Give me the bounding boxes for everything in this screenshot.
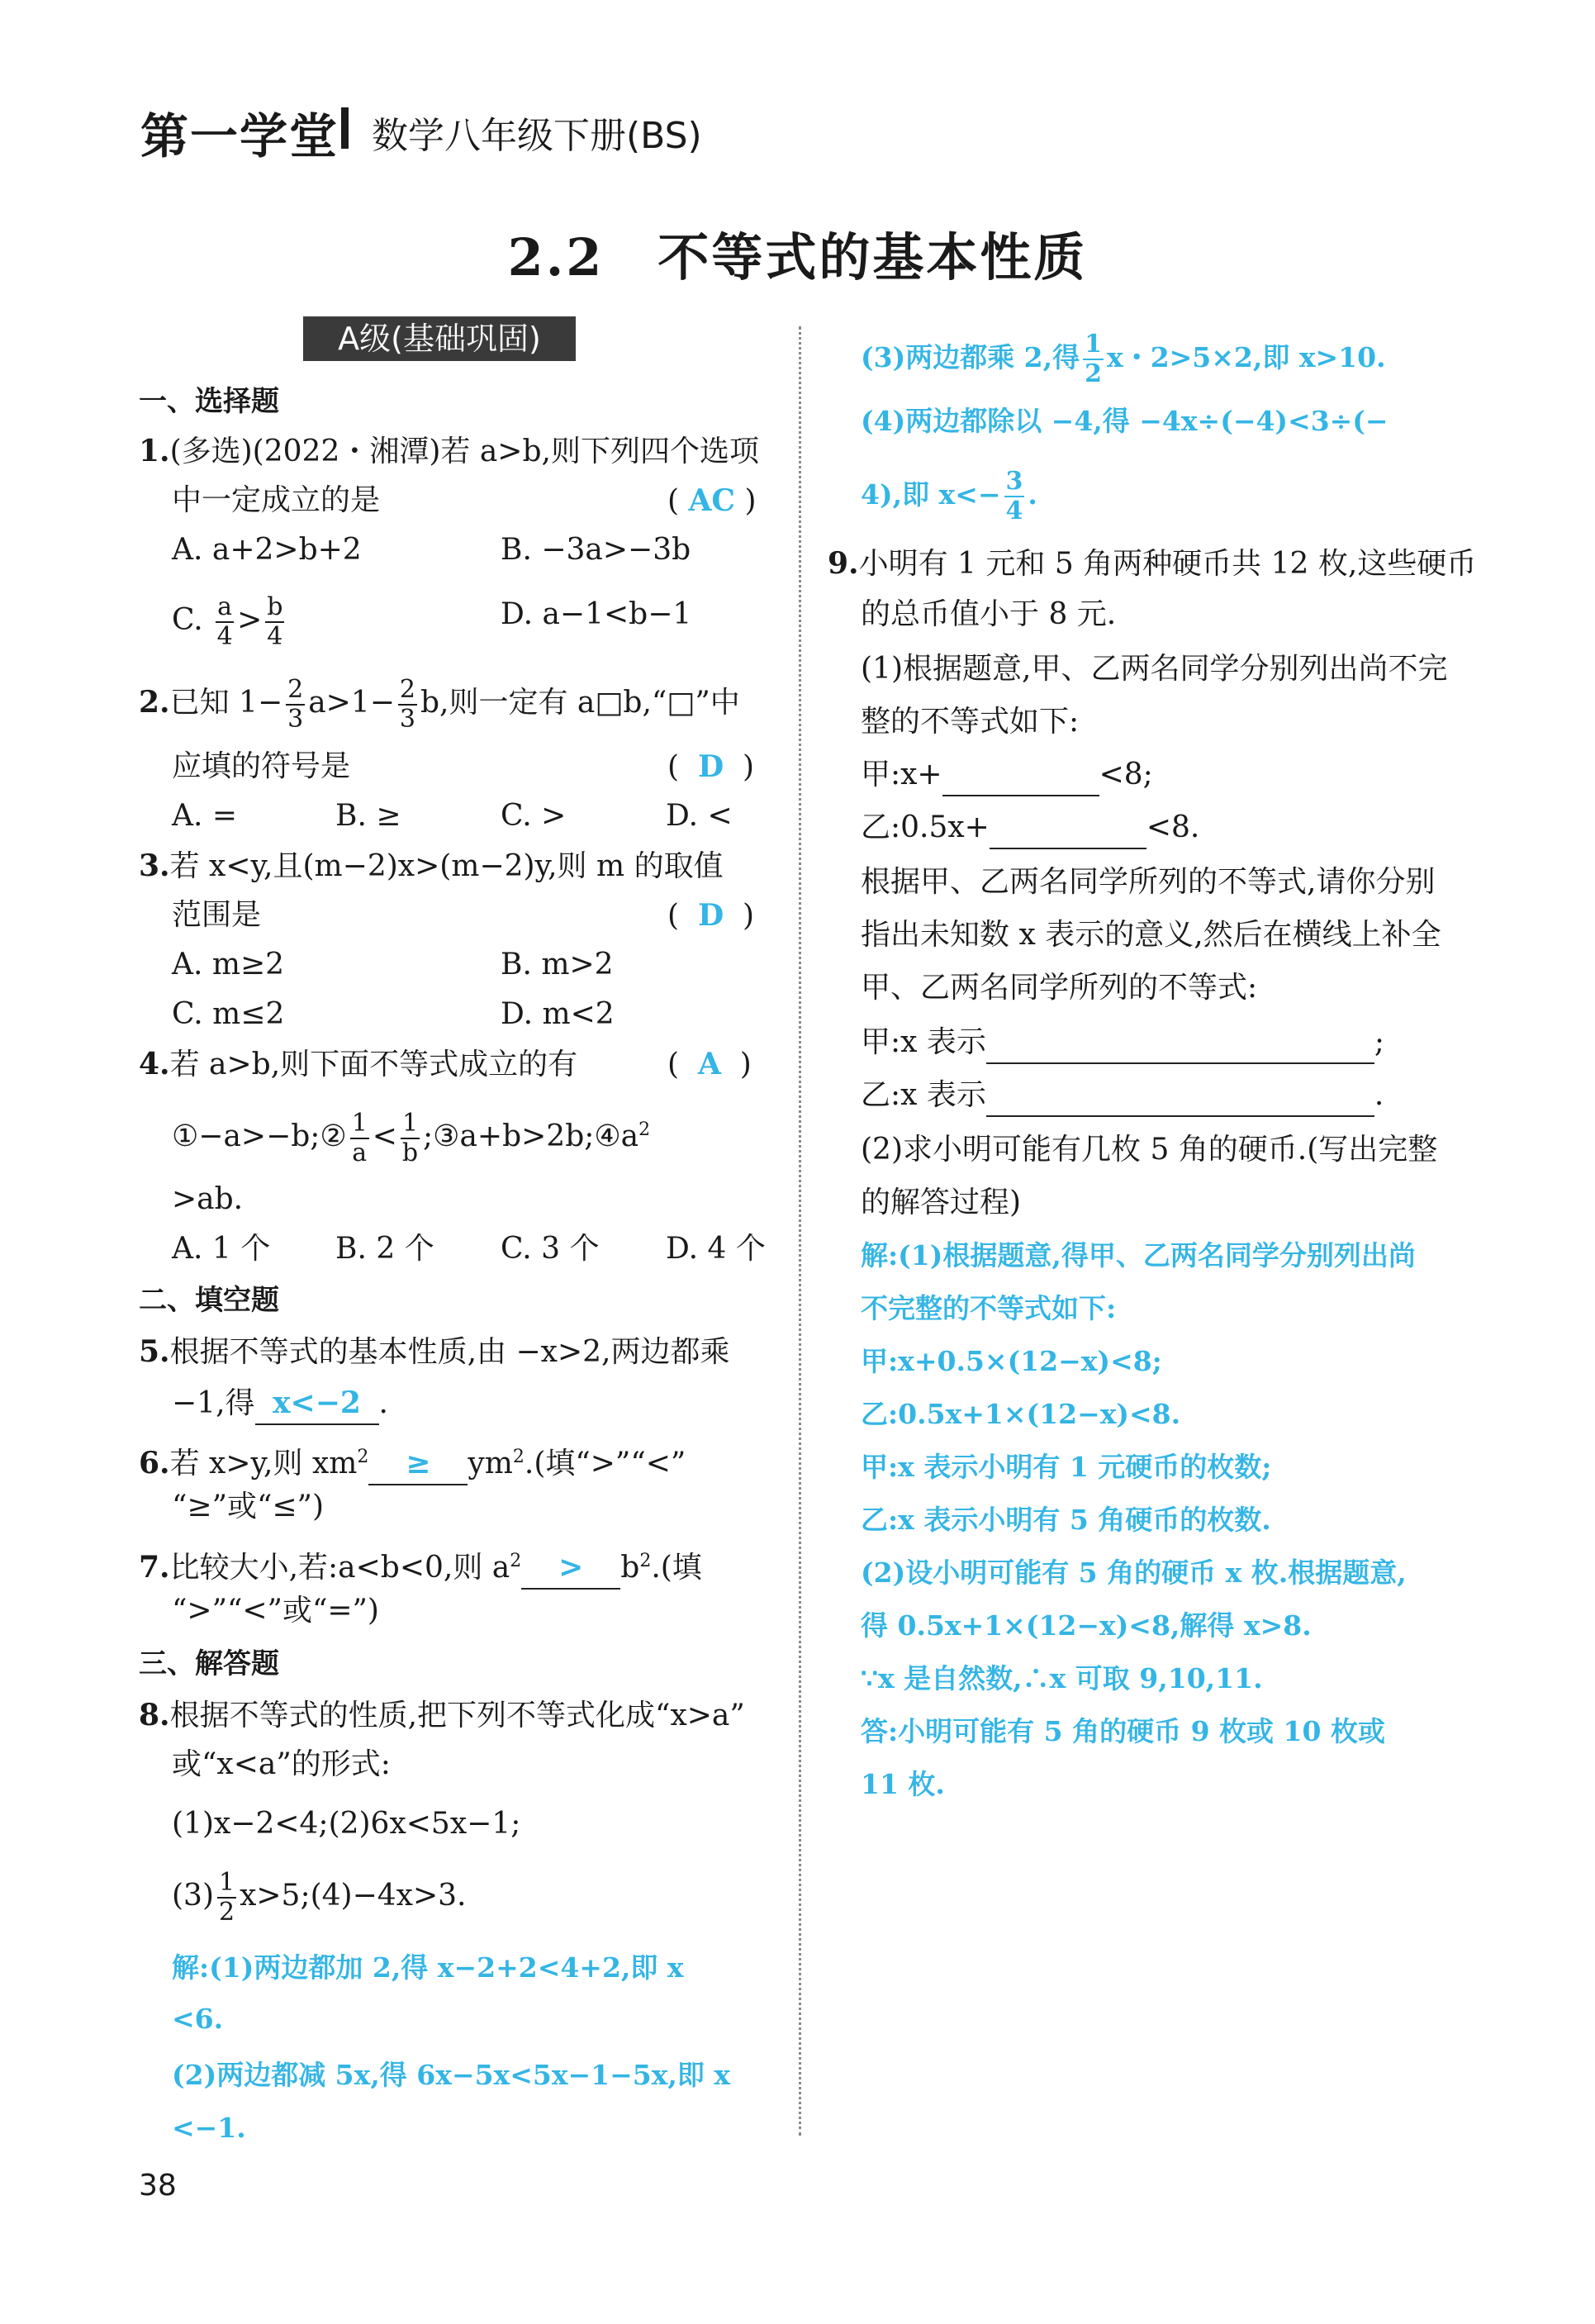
q9-solution-9: ∵x 是自然数,∴x 可取 9,10,11. — [861, 1662, 1263, 1694]
q9-solution-4: 乙:0.5x+1×(12−x)<8. — [861, 1398, 1181, 1430]
q8-line4: (3) $\frac{1}{2}$ x>5;(4)−4x>3. — [172, 1868, 467, 1927]
q4-option-b: B. 2 个 — [335, 1232, 434, 1266]
section-title: 2.2 不等式的基本性质 — [507, 227, 1088, 288]
q9-solution-3: 甲:x+0.5×(12−x)<8; — [861, 1345, 1162, 1377]
q5-line1: 5.根据不等式的基本性质,由 −x>2,两边都乘 — [139, 1334, 730, 1369]
q8-solution-4: (4)两边都除以 −4,得 −4x÷(−4)<3÷(− — [861, 405, 1389, 437]
q9-line3: 根据甲、乙两名同学所列的不等式,请你分别 — [861, 865, 1436, 899]
q2-line1: 2.已知 1− $\frac{2}{3}$ a>1− $\frac{2}{3}$ b,则一定有 a□b,“□”中 — [139, 675, 740, 734]
q3-line1: 3.若 x<y,且(m−2)x>(m−2)y,则 m 的取值 — [139, 848, 724, 883]
q8-solution-2: (2)两边都减 5x,得 6x−5x<5x−1−5x,即 x — [172, 2059, 731, 2091]
q7-line2: “>”“<”或“=”) — [172, 1594, 379, 1628]
q1-option-a: A. a+2>b+2 — [172, 533, 362, 567]
q2-answer: ( D ) — [667, 749, 755, 784]
q8-line2: 或“x<a”的形式: — [172, 1747, 391, 1781]
q1-option-c: C. $\frac{a}{4}$ > $\frac{b}{4}$ — [172, 592, 283, 651]
q9-solution-1: 解:(1)根据题意,得甲、乙两名同学分别列出尚 — [861, 1239, 1416, 1271]
q4-conditions: ①−a>−b;② $\frac{1}{a}$ < $\frac{1}{b}$ $;③a+b>2b;④a^2$ — [172, 1109, 651, 1167]
heading-solve: 三、解答题 — [139, 1647, 279, 1680]
q3-option-c: C. m≤2 — [172, 997, 285, 1031]
q2-option-a: A. = — [172, 799, 238, 833]
q4-answer: ( A ) — [667, 1047, 752, 1081]
book-brand: 第一学堂 — [140, 108, 339, 164]
q9-solution-6: 乙:x 表示小明有 5 角硬币的枚数. — [861, 1504, 1271, 1536]
header-divider — [341, 107, 349, 149]
q1-option-d: D. a−1<b−1 — [501, 597, 692, 631]
level-badge: A级(基础巩固) — [303, 316, 576, 361]
book-subject: 数学八年级下册(BS) — [372, 115, 702, 157]
q4-line1: 4.若 a>b,则下面不等式成立的有 — [139, 1047, 578, 1081]
q1-answer: ( AC ) — [667, 483, 757, 518]
q8-solution-1b: <6. — [172, 2003, 224, 2035]
q9-solution-2: 不完整的不等式如下: — [861, 1292, 1117, 1324]
heading-choice: 一、选择题 — [139, 385, 279, 418]
q3-line2: 范围是 — [172, 898, 262, 932]
q1-line2: 中一定成立的是 — [172, 483, 381, 517]
q4-option-a: A. 1 个 — [172, 1232, 271, 1266]
q3-answer: ( D ) — [667, 898, 755, 933]
heading-fill: 二、填空题 — [139, 1284, 279, 1317]
q4-option-c: C. 3 个 — [501, 1232, 600, 1266]
q7-line1: 7.比较大小,若:a<b<0,则 $a^2 > b^2$.(填 — [139, 1542, 702, 1590]
q2-option-c: C. > — [501, 799, 567, 833]
page-number: 38 — [139, 2169, 177, 2203]
q9-line2: 的总币值小于 8 元. — [861, 597, 1117, 631]
q9-part2-line1: (2)求小明可能有几枚 5 角的硬币.(写出完整 — [861, 1133, 1438, 1167]
q9-part2-line2: 的解答过程) — [861, 1186, 1022, 1219]
q4-option-d: D. 4 个 — [666, 1232, 766, 1266]
q6-line2: “≥”或“≤”) — [172, 1490, 324, 1523]
q3-option-a: A. m≥2 — [172, 948, 285, 981]
q9-part1-line2: 整的不等式如下: — [861, 705, 1080, 739]
q8-solution-3: (3)两边都乘 2,得 $\frac{1}{2}$ x・2>5×2,即 x>10. — [861, 330, 1386, 388]
q1-line1: 1.(多选)(2022・湘潭)若 a>b,则下列四个选项 — [139, 434, 759, 468]
q9-yi-meaning: 乙:x 表示 . — [861, 1076, 1384, 1117]
column-divider — [799, 326, 801, 2136]
q8-solution-4b: 4),即 x<− $\frac{3}{4}$ . — [861, 467, 1037, 525]
q3-option-b: B. m>2 — [501, 948, 614, 981]
q1-option-b: B. −3a>−3b — [501, 533, 691, 567]
q9-line5: 甲、乙两名同学所列的不等式: — [861, 971, 1258, 1005]
q8-line3: (1)x−2<4;(2)6x<5x−1; — [172, 1807, 521, 1841]
q4-conditions-cont: >ab. — [172, 1182, 244, 1216]
q9-yi-inequality: 乙:0.5x+ <8. — [861, 808, 1199, 849]
q9-solution-10: 答:小明可能有 5 角的硬币 9 枚或 10 枚或 — [861, 1715, 1385, 1747]
q9-solution-7: (2)设小明可能有 5 角的硬币 x 枚.根据题意, — [861, 1556, 1407, 1589]
q2-option-d: D. < — [666, 799, 733, 833]
q9-part1-line1: (1)根据题意,甲、乙两名同学分别列出尚不完 — [861, 652, 1448, 686]
q5-line2: −1,得 x<−2 . — [172, 1383, 388, 1425]
q9-solution-11: 11 枚. — [861, 1768, 945, 1800]
q6-line1: 6.若 x>y,则 $xm^2 \ge ym^2$.(填“>”“<” — [139, 1438, 686, 1485]
q9-solution-8: 得 0.5x+1×(12−x)<8,解得 x>8. — [861, 1609, 1312, 1642]
q9-line1: 9.小明有 1 元和 5 角两种硬币共 12 枚,这些硬币 — [828, 546, 1477, 581]
q2-option-b: B. ≥ — [335, 799, 401, 833]
q8-line1: 8.根据不等式的性质,把下列不等式化成“x>a” — [139, 1698, 745, 1732]
q8-solution-1: 解:(1)两边都加 2,得 x−2+2<4+2,即 x — [172, 1951, 684, 1984]
q3-option-d: D. m<2 — [501, 997, 615, 1031]
q8-solution-2b: <−1. — [172, 2112, 246, 2144]
q9-solution-5: 甲:x 表示小明有 1 元硬币的枚数; — [861, 1451, 1272, 1483]
q9-line4: 指出未知数 x 表示的意义,然后在横线上补全 — [861, 918, 1441, 952]
q2-line2: 应填的符号是 — [172, 749, 351, 783]
q9-jia-meaning: 甲:x 表示 ; — [861, 1023, 1384, 1064]
q9-jia-inequality: 甲:x+ <8; — [861, 755, 1153, 796]
